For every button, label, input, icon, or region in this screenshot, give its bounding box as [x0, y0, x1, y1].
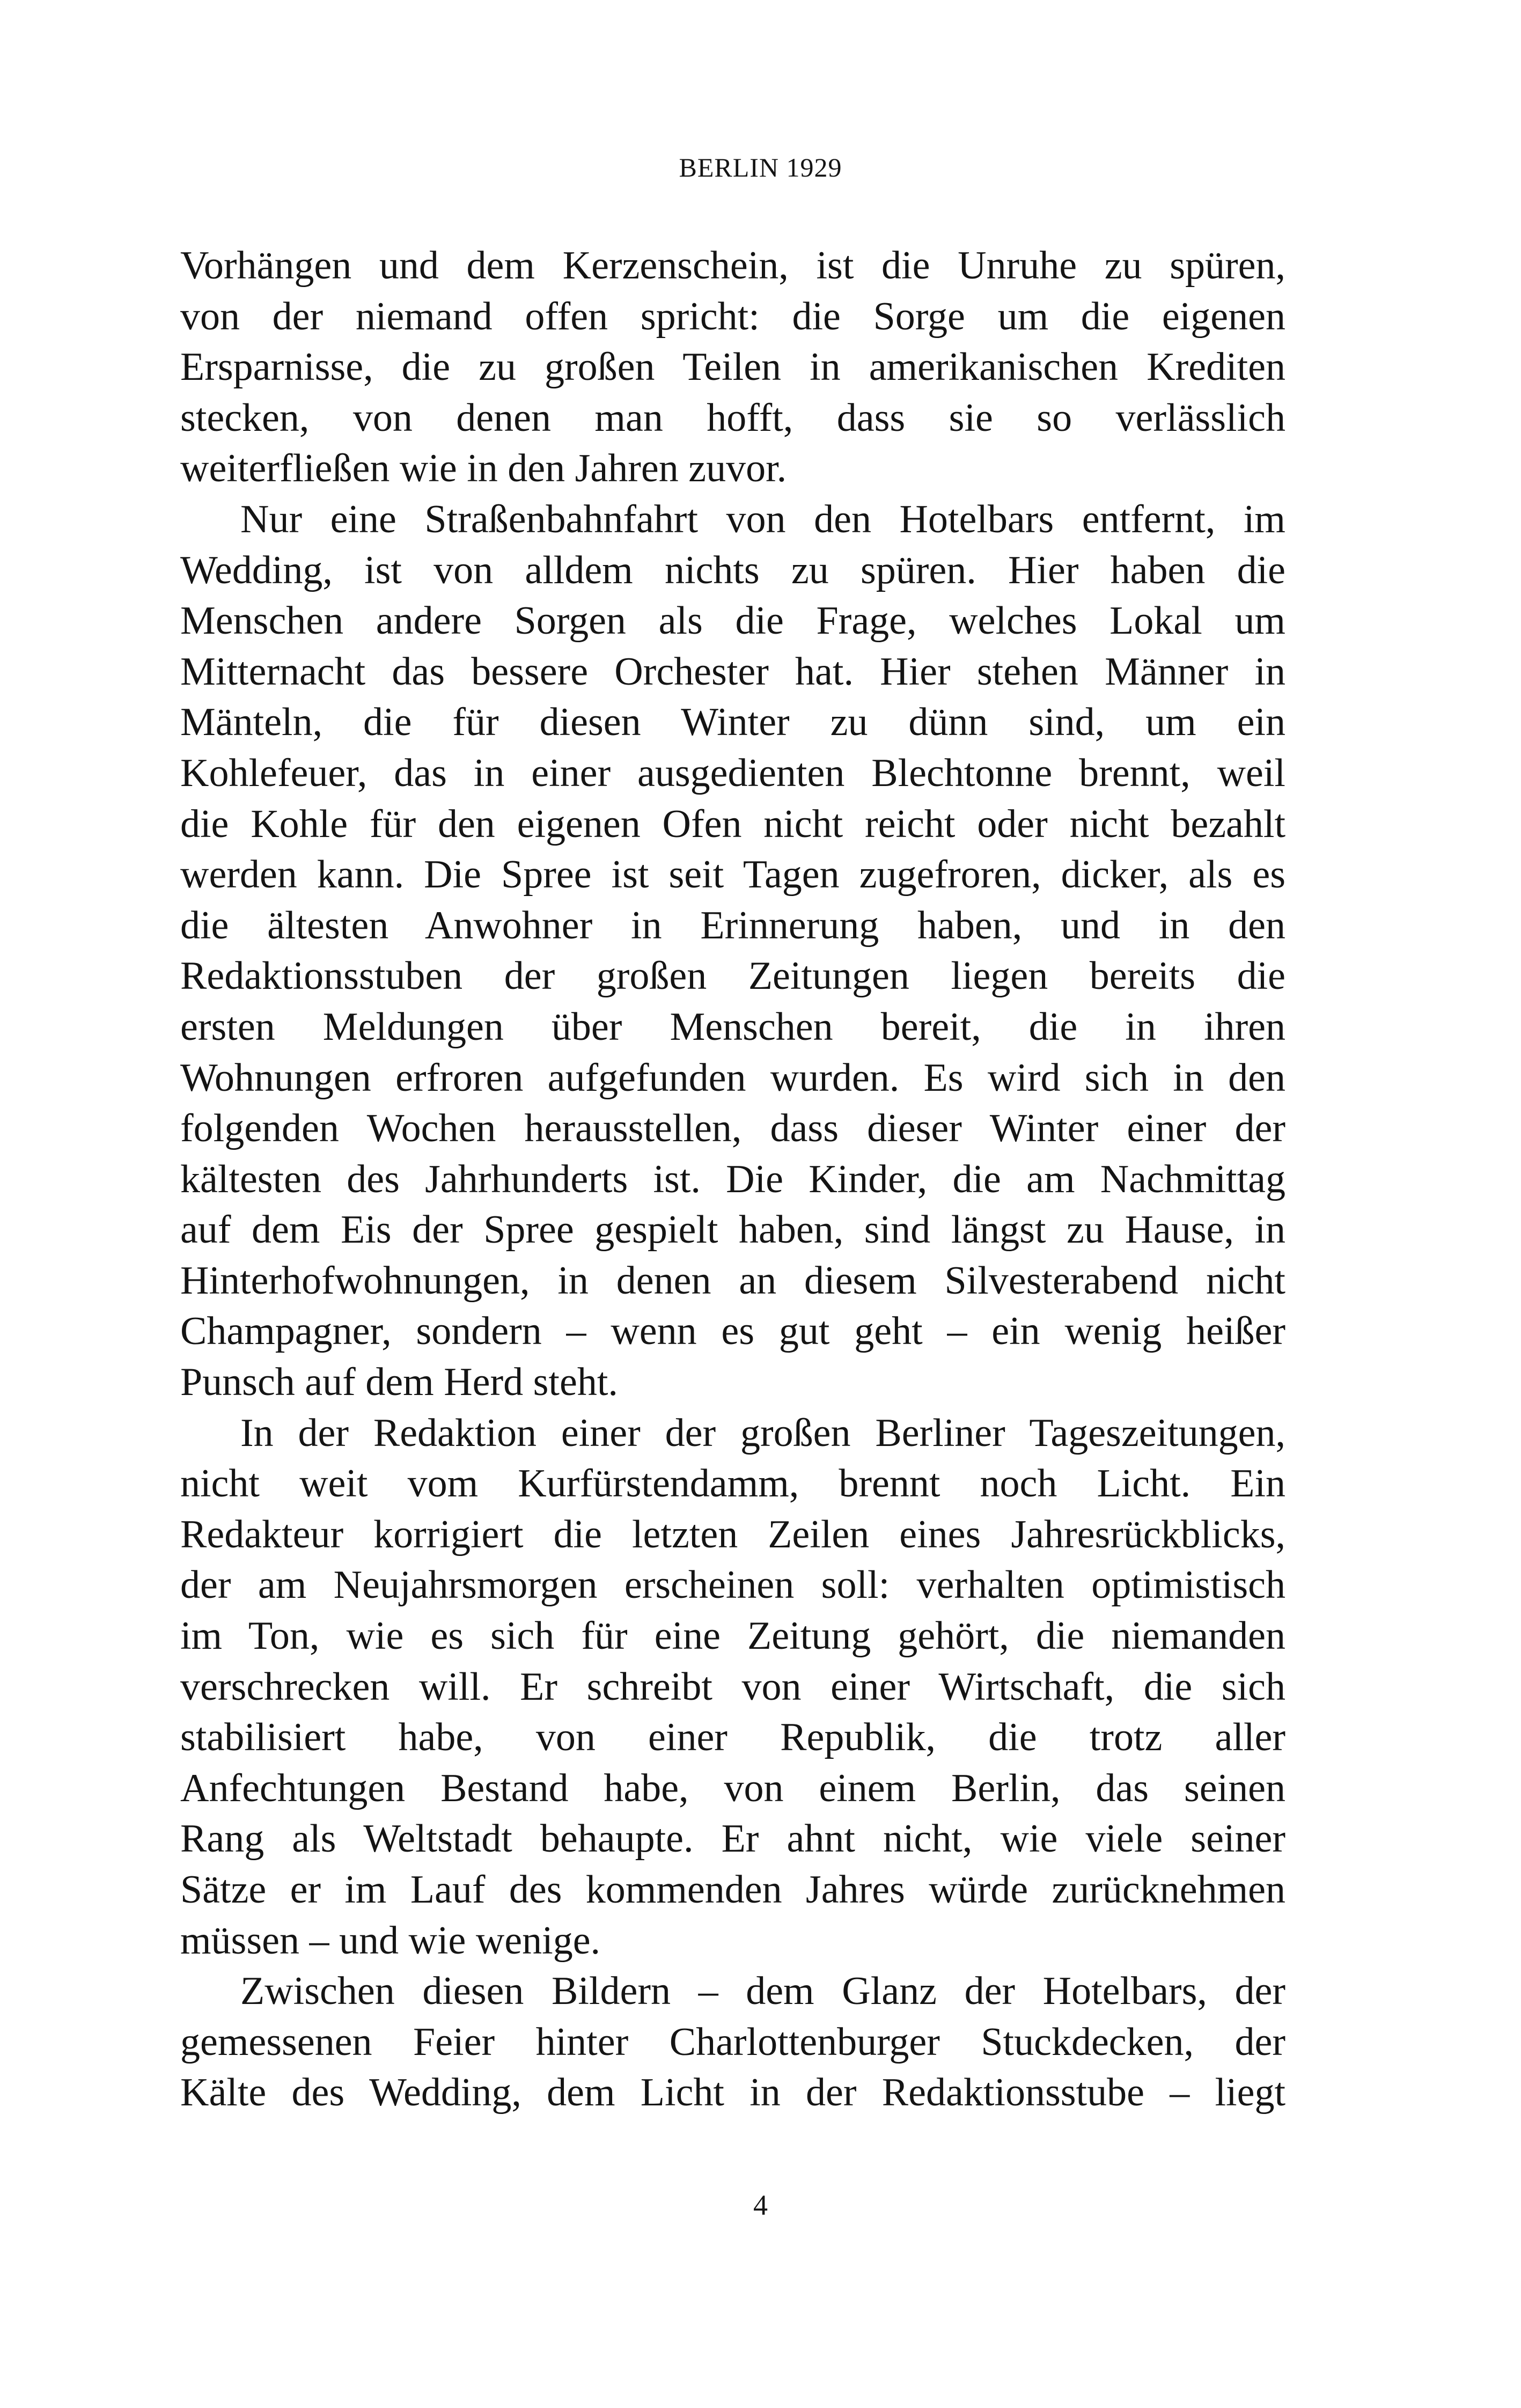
text-line: Champagner, sondern – wenn es gut geht – ein wenig heißer: [180, 1309, 1285, 1354]
text-line: werden kann. Die Spree ist seit Tagen zugefroren, dicker, als es: [180, 853, 1285, 897]
text-line: Anfechtungen Bestand habe, von einem Berlin, das seinen: [180, 1766, 1285, 1810]
text-line: die Kohle für den eigenen Ofen nicht reicht oder nicht bezahlt: [180, 802, 1285, 846]
text-line: ersten Meldungen über Menschen bereit, die in ihren: [180, 1004, 1285, 1049]
text-line: weiterfließen wie in den Jahren zuvor.: [180, 446, 787, 491]
body-text: [180, 240, 1285, 2118]
text-line: Hinterhofwohnungen, in denen an diesem Silvesterabend nicht: [180, 1258, 1285, 1303]
text-line: im Ton, wie es sich für eine Zeitung gehört, die niemanden: [180, 1614, 1285, 1658]
text-line: Wedding, ist von alldem nichts zu spüren. Hier haben die: [180, 548, 1285, 592]
page-number: 4: [753, 2189, 768, 2221]
text-line: die ältesten Anwohner in Erinnerung haben, und in den: [180, 903, 1285, 948]
text-line: Mitternacht das bessere Orchester hat. Hier stehen Männer in: [180, 649, 1285, 694]
text-line: nicht weit vom Kurfürstendamm, brennt noch Licht. Ein: [180, 1462, 1285, 1506]
text-line: Redakteur korrigiert die letzten Zeilen eines Jahresrückblicks,: [180, 1512, 1285, 1557]
text-line: kältesten des Jahrhunderts ist. Die Kinder, die am Nachmittag: [180, 1157, 1285, 1201]
text-line: gemessenen Feier hinter Charlottenburger Stuckdecken, der: [180, 2020, 1285, 2064]
text-line: Menschen andere Sorgen als die Frage, welches Lokal um: [180, 599, 1285, 643]
text-line: stecken, von denen man hofft, dass sie so verlässlich: [180, 395, 1285, 440]
text-line: Kälte des Wedding, dem Licht in der Redaktionsstube – liegt: [180, 2071, 1285, 2115]
text-line: auf dem Eis der Spree gespielt haben, sind längst zu Hause, in: [180, 1208, 1285, 1252]
text-line: der am Neujahrsmorgen erscheinen soll: verhalten optimistisch: [180, 1563, 1285, 1607]
text-line: Kohlefeuer, das in einer ausgedienten Blechtonne brennt, weil: [180, 751, 1285, 795]
text-line: Rang als Weltstadt behaupte. Er ahnt nicht, wie viele seiner: [180, 1817, 1285, 1861]
text-line: folgenden Wochen herausstellen, dass dieser Winter einer der: [180, 1106, 1285, 1151]
text-line: Ersparnisse, die zu großen Teilen in amerikanischen Krediten: [180, 345, 1285, 390]
text-line: Vorhängen und dem Kerzenschein, ist die Unruhe zu spüren,: [180, 244, 1285, 288]
text-line: Zwischen diesen Bildern – dem Glanz der Hotelbars, der: [240, 1969, 1285, 2014]
text-line: Wohnungen erfroren aufgefunden wurden. Es wird sich in den: [180, 1055, 1285, 1100]
text-line: von der niemand offen spricht: die Sorge um die eigenen: [180, 294, 1285, 339]
text-line: Mänteln, die für diesen Winter zu dünn sind, um ein: [180, 700, 1285, 745]
text-line: Redaktionsstuben der großen Zeitungen liegen bereits die: [180, 954, 1285, 999]
text-line: Nur eine Straßenbahnfahrt von den Hotelbars entfernt, im: [240, 497, 1285, 541]
text-line: Sätze er im Lauf des kommenden Jahres würde zurücknehmen: [180, 1868, 1285, 1912]
text-line: In der Redaktion einer der großen Berliner Tageszeitungen,: [240, 1411, 1285, 1455]
text-line: Punsch auf dem Herd steht.: [180, 1360, 618, 1405]
text-line: verschrecken will. Er schreibt von einer Wirtschaft, die sich: [180, 1664, 1285, 1709]
running-header-title: BERLIN 1929: [679, 152, 842, 182]
text-line: müssen – und wie wenige.: [180, 1918, 601, 1963]
text-line: stabilisiert habe, von einer Republik, die trotz aller: [180, 1715, 1285, 1760]
